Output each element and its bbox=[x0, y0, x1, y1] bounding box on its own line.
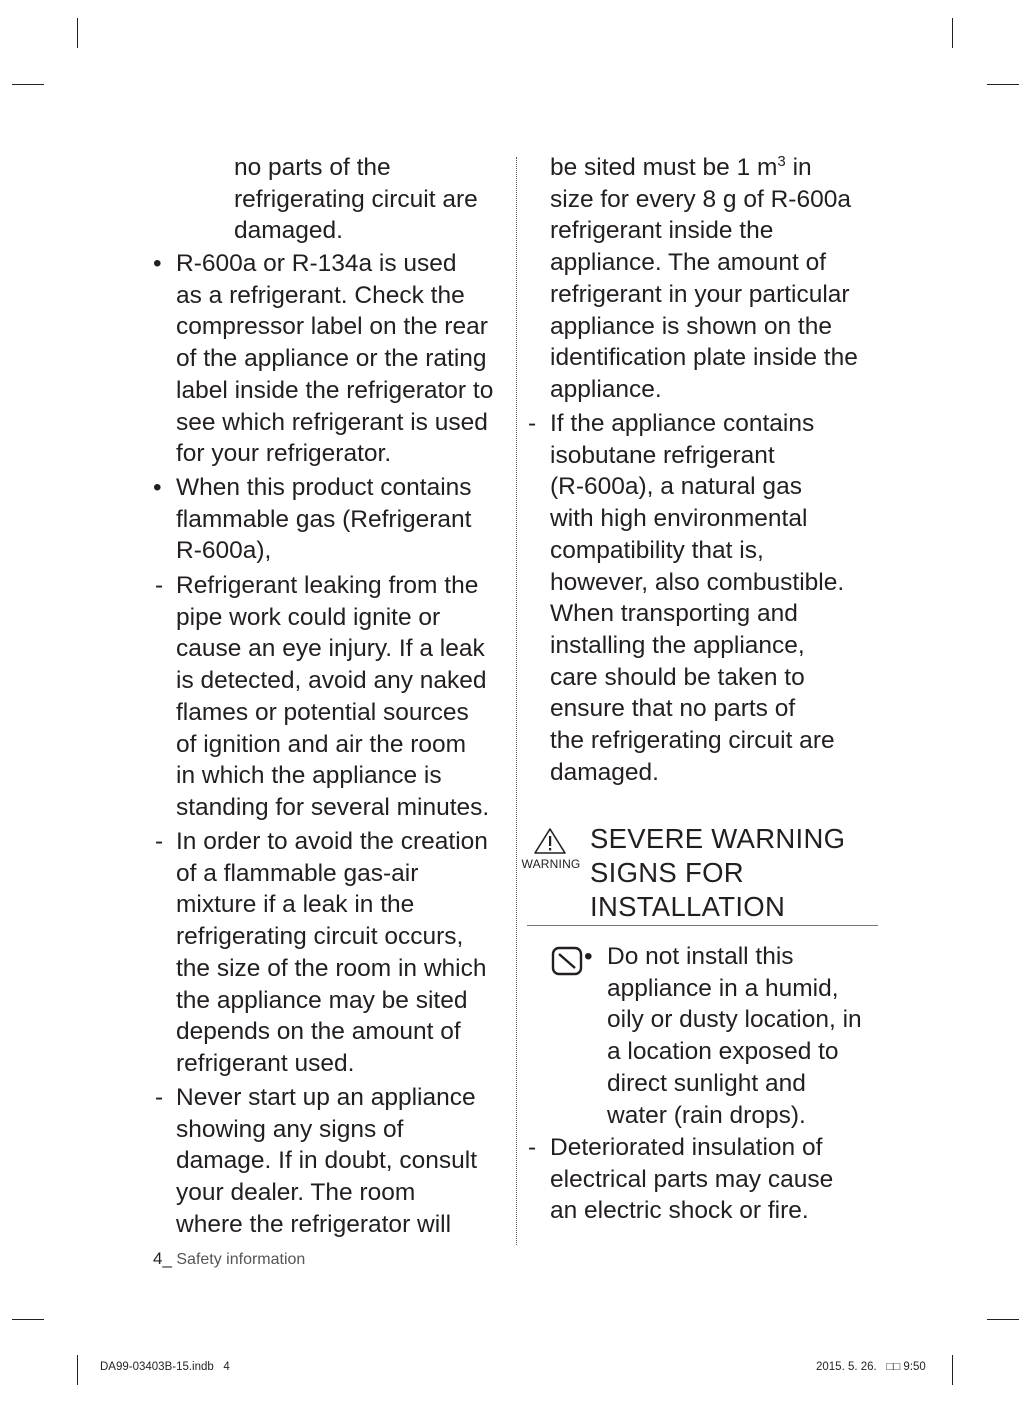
room-size-continuation: be sited must be 1 $m^3$ in size for every 8 g of R-600a refrigerant inside the appliance. The amount of refrigerant in your particular appliance is shown on the identification plate inside the appliance. bbox=[550, 153, 858, 403]
dash-marker: - bbox=[155, 572, 164, 599]
damaged-appliance-item: Never start up an appliance showing any signs of damage. If in doubt, consult your dealer. The room where the refrigerator will bbox=[176, 1084, 477, 1238]
prohibited-icon bbox=[551, 946, 583, 976]
warning-triangle-icon bbox=[520, 826, 580, 856]
refrigerant-type-item: R-600a or R-134a is used as a refrigerant. Check the compressor label on the rear of the appliance or the rating label inside the refrigerator to see which refrigerant is used for your refrigerator. bbox=[176, 250, 494, 468]
dash-marker: - bbox=[155, 1084, 164, 1111]
superscript-three: 3 bbox=[777, 153, 786, 170]
dash-marker: - bbox=[155, 828, 164, 855]
bullet-marker: • bbox=[153, 474, 162, 501]
crop-mark bbox=[12, 84, 44, 85]
crop-mark bbox=[952, 18, 953, 48]
page-number: 4_ bbox=[153, 1249, 172, 1268]
dash-marker: - bbox=[528, 410, 537, 437]
bullet-marker: • bbox=[153, 250, 162, 277]
insulation-item: Deteriorated insulation of electrical parts may cause an electric shock or fire. bbox=[550, 1134, 834, 1225]
crop-mark bbox=[77, 18, 78, 48]
page-footer bbox=[153, 1249, 305, 1269]
print-slug-file: DA99-03403B-15.indb 4 bbox=[100, 1361, 230, 1373]
continuation-text: no parts of the refrigerating circuit are damaged. bbox=[234, 154, 478, 245]
room-size-item: In order to avoid the creation of a flammable gas-air mixture if a leak in the refrigerating circuit occurs, the size of the room in which the appliance may be sited depends on the amount of refrigerant used. bbox=[176, 828, 488, 1077]
print-slug-timestamp: 2015. 5. 26. □□ 9:50 bbox=[816, 1361, 926, 1373]
crop-mark bbox=[987, 84, 1019, 85]
bullet-marker: • bbox=[584, 943, 593, 970]
crop-mark bbox=[987, 1319, 1019, 1320]
heading-rule bbox=[527, 925, 878, 926]
leak-ignition-item: Refrigerant leaking from the pipe work could ignite or cause an eye injury. If a leak is detected, avoid any naked flames or potential sources of ignition and air the room in which the appliance is standing for several minutes. bbox=[176, 572, 490, 821]
install-location-item: Do not install this appliance in a humid, oily or dusty location, in a location exposed to direct sunlight and water (rain drops). bbox=[607, 943, 862, 1129]
warning-caption: WARNING bbox=[521, 857, 581, 871]
dash-marker: - bbox=[528, 1134, 537, 1161]
flammable-gas-item: When this product contains flammable gas (Refrigerant R-600a), bbox=[176, 474, 472, 565]
crop-mark bbox=[12, 1319, 44, 1320]
isobutane-item: If the appliance contains isobutane refrigerant (R-600a), a natural gas with high environmental compatibility that is, however, also combustible. When transporting and installing the appliance, care should be taken to ensure that no parts of the refrigerating circuit are damaged. bbox=[550, 410, 845, 786]
column-divider bbox=[516, 157, 517, 1245]
section-heading: SEVERE WARNING SIGNS FOR INSTALLATION bbox=[590, 823, 846, 922]
crop-mark bbox=[77, 1355, 78, 1385]
crop-mark bbox=[952, 1355, 953, 1385]
section-name: Safety information bbox=[171, 1251, 306, 1268]
